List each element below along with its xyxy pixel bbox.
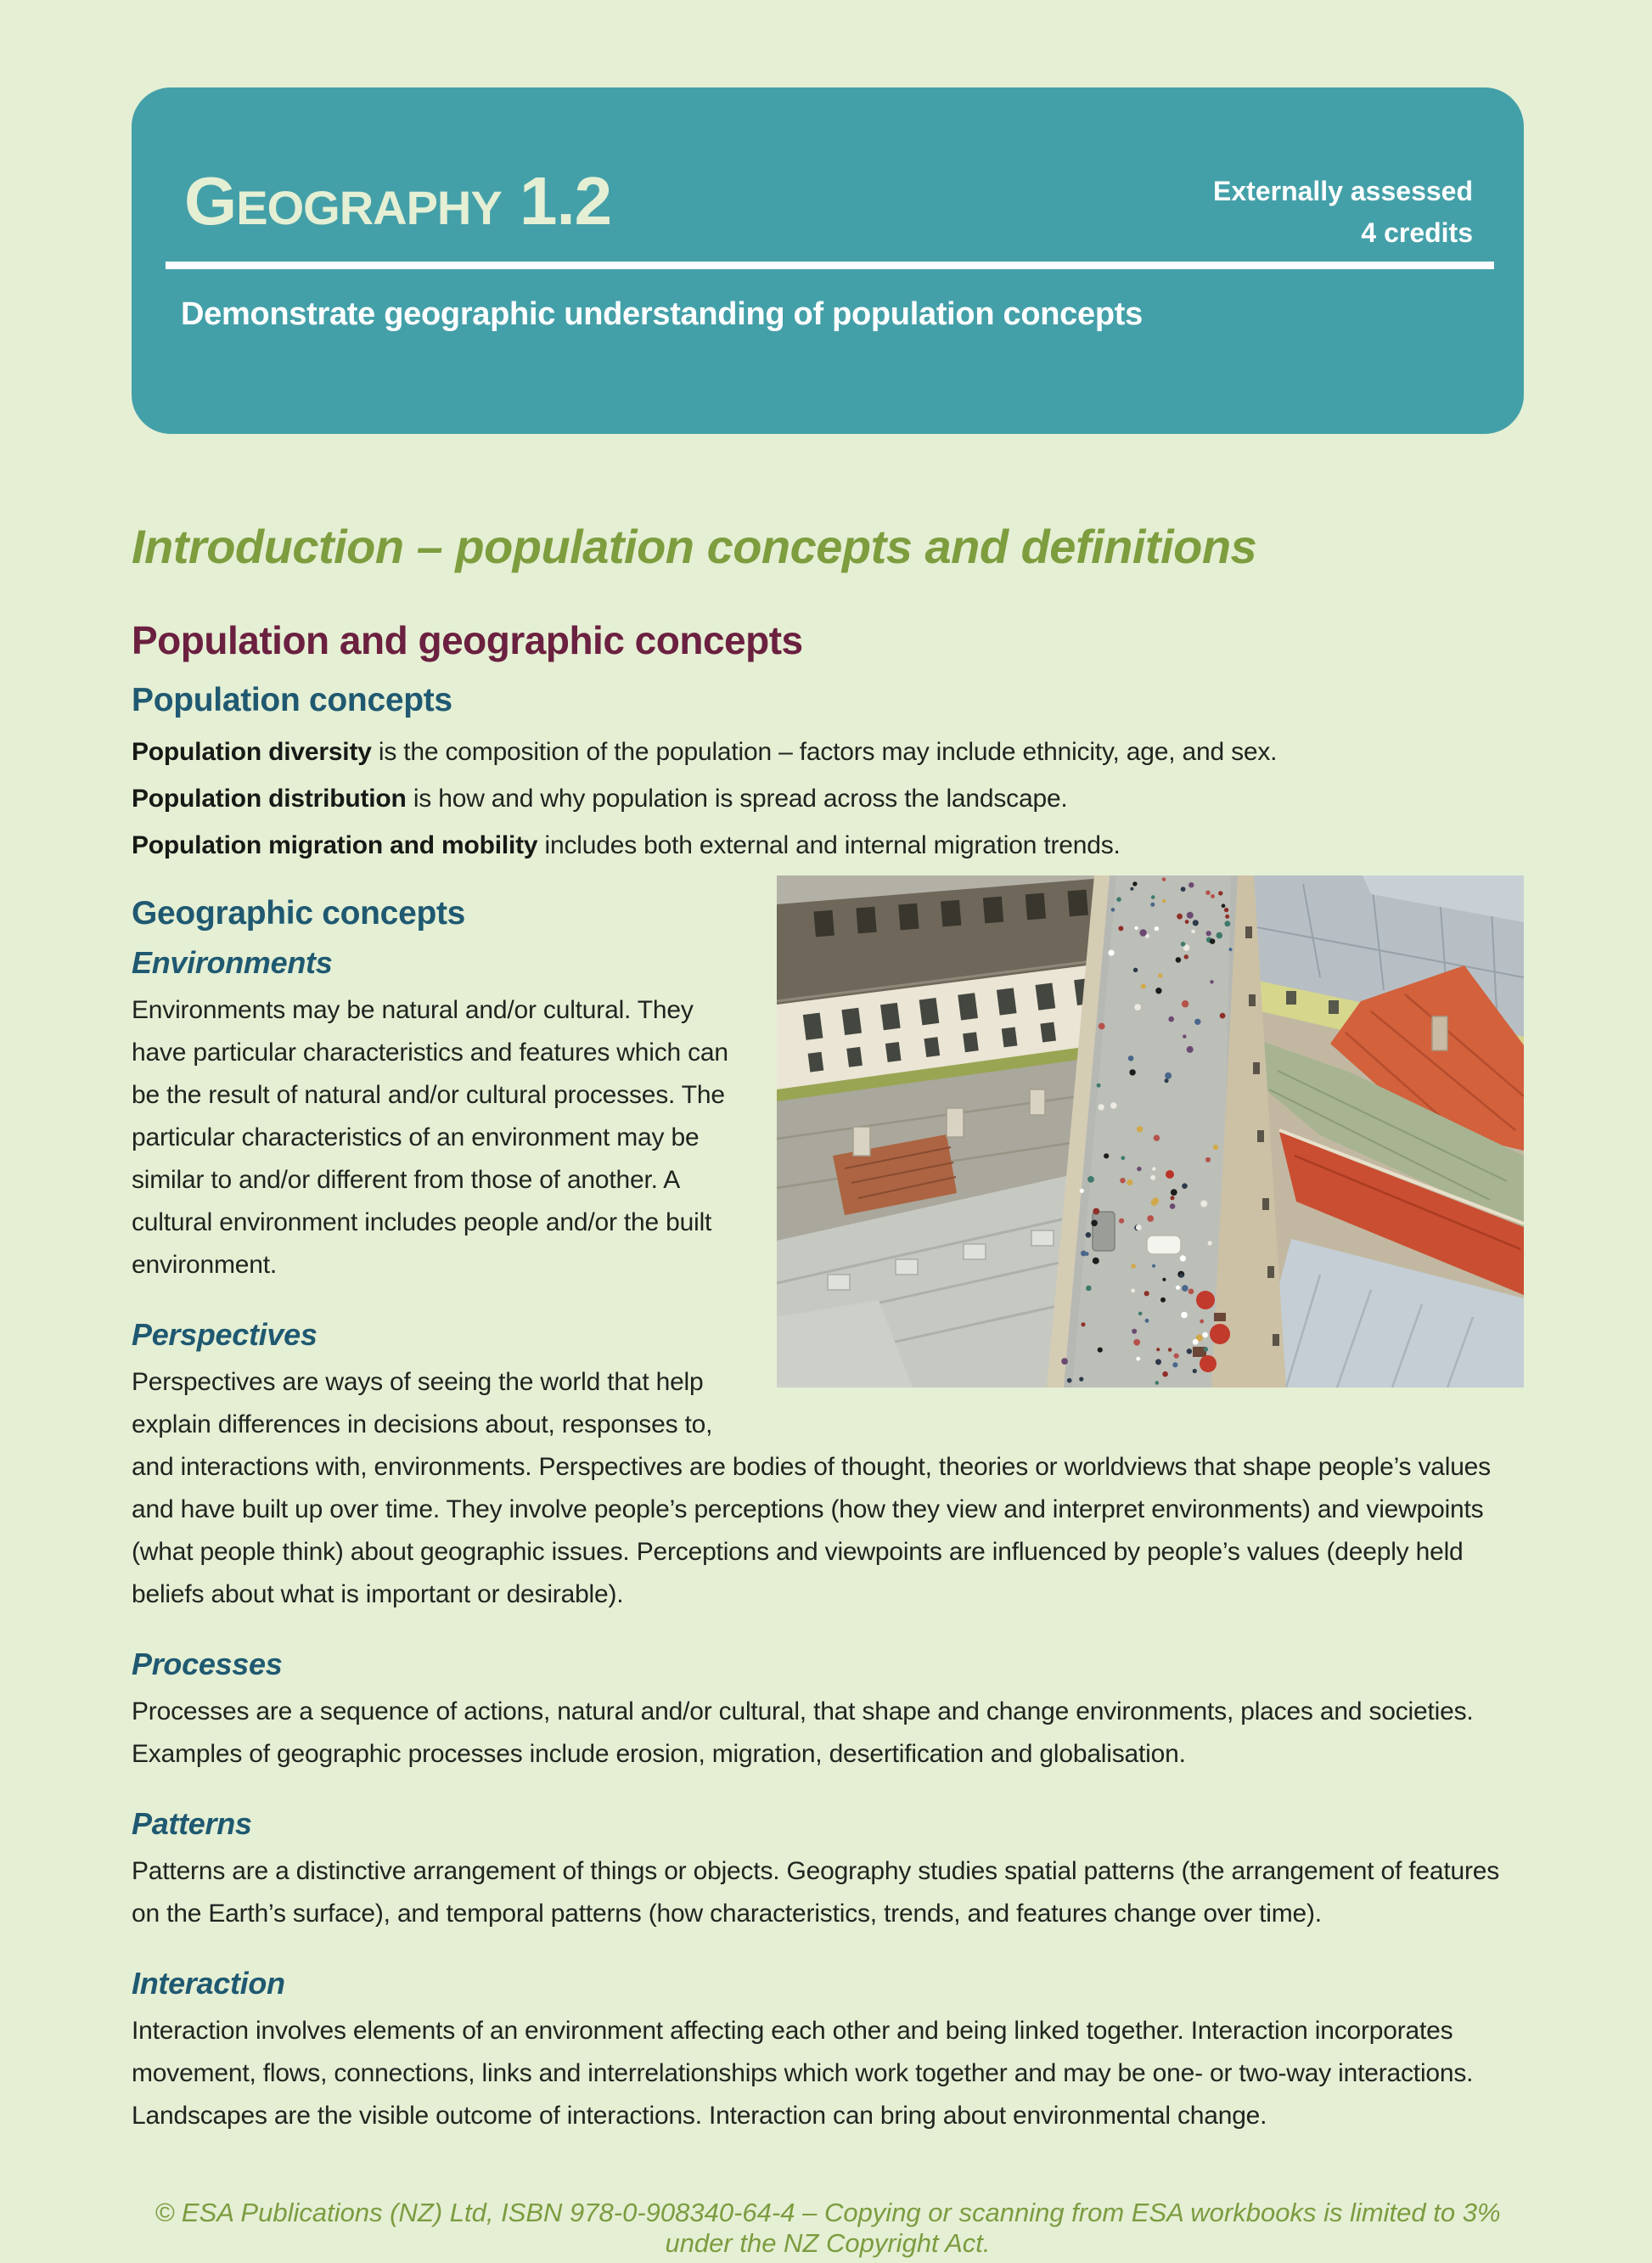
concept-processes (132, 1647, 1524, 1776)
definition-text: includes both external and internal migration trends. (537, 831, 1121, 859)
intro-heading: Introduction – population concepts and definitions (132, 520, 1257, 573)
interaction-text: Interaction involves elements of an environment affecting each other and being linked together. Interaction incorporates movement, flows, connections, links and interrelationships which work together and may be one- or two-way interactions. Landscapes are the visible outcome of interactions. Interaction can bring about environmental change. (132, 2017, 1474, 2130)
achievement-standard-banner (132, 87, 1524, 434)
page-content (132, 520, 1524, 2137)
copyright-footer: © ESA Publications (NZ) Ltd, ISBN 978-0-908340-64-4 – Copying or scanning from ESA workbooks is limited to 3% under the NZ Copyright Act. (155, 2198, 1501, 2258)
definition-text: is how and why population is spread across the landscape. (406, 785, 1068, 813)
population-concept-definitions (132, 729, 1524, 869)
population-concepts-heading: Population concepts (132, 682, 452, 718)
assessment-info (1213, 171, 1473, 254)
aerial-street-illustration (777, 875, 1524, 1388)
definition-text: is the composition of the population – factors may include ethnicity, age, and sex. (371, 738, 1278, 766)
patterns-heading: Patterns (132, 1806, 252, 1841)
assessment-type: Externally assessed (1213, 176, 1473, 206)
concept-interaction (132, 1966, 1524, 2137)
standard-description: Demonstrate geographic understanding of population concepts (181, 296, 1143, 332)
interaction-heading: Interaction (132, 1966, 285, 2001)
population-geographic-heading: Population and geographic concepts (132, 618, 803, 662)
term-population-distribution: Population distribution (132, 785, 407, 813)
banner-divider (166, 262, 1494, 269)
term-population-migration: Population migration and mobility (132, 831, 538, 859)
credits-label: 4 credits (1361, 217, 1473, 248)
definition-population-migration (132, 822, 1524, 869)
environments-text: Environments may be natural and/or cultural. They have particular characteristics and features which can be the result of natural and/or cultural processes. The particular characteristics of an environment may be similar to and/or different from those of another. A cultural environment includes people and/or the built environment. (132, 996, 728, 1279)
patterns-text: Patterns are a distinctive arrangement of things or objects. Geography studies spatial patterns (the arrangement of features on the Earth’s surface), and temporal patterns (how characteristics, trends, and features change over time). (132, 1857, 1500, 1928)
definition-population-diversity (132, 729, 1524, 775)
aerial-street-photo (777, 875, 1524, 1388)
processes-text: Processes are a sequence of actions, natural and/or cultural, that shape and change environments, places and societies. Examples of geographic processes include erosion, migration, desertification and globalisation. (132, 1697, 1474, 1768)
environments-heading: Environments (132, 945, 333, 980)
definition-population-distribution (132, 775, 1524, 822)
standard-title: Geography 1.2 (184, 163, 612, 239)
processes-heading: Processes (132, 1647, 283, 1681)
perspectives-heading: Perspectives (132, 1317, 317, 1352)
perspectives-text: Perspectives are ways of seeing the world that help explain differences in decisions about, responses to, and interactions with, environments. Perspectives are bodies of thought, theories or worldviews that shape people’s values and have built up over time. They involve people’s perceptions (how they view and interpret environments) and viewpoints (what people think) about geographic issues. Perceptions and viewpoints are influenced by people’s values (deeply held beliefs about what is important or desirable). (132, 1368, 1491, 1608)
term-population-diversity: Population diversity (132, 738, 372, 766)
concept-patterns (132, 1806, 1524, 1935)
geographic-concepts-heading: Geographic concepts (132, 895, 466, 932)
